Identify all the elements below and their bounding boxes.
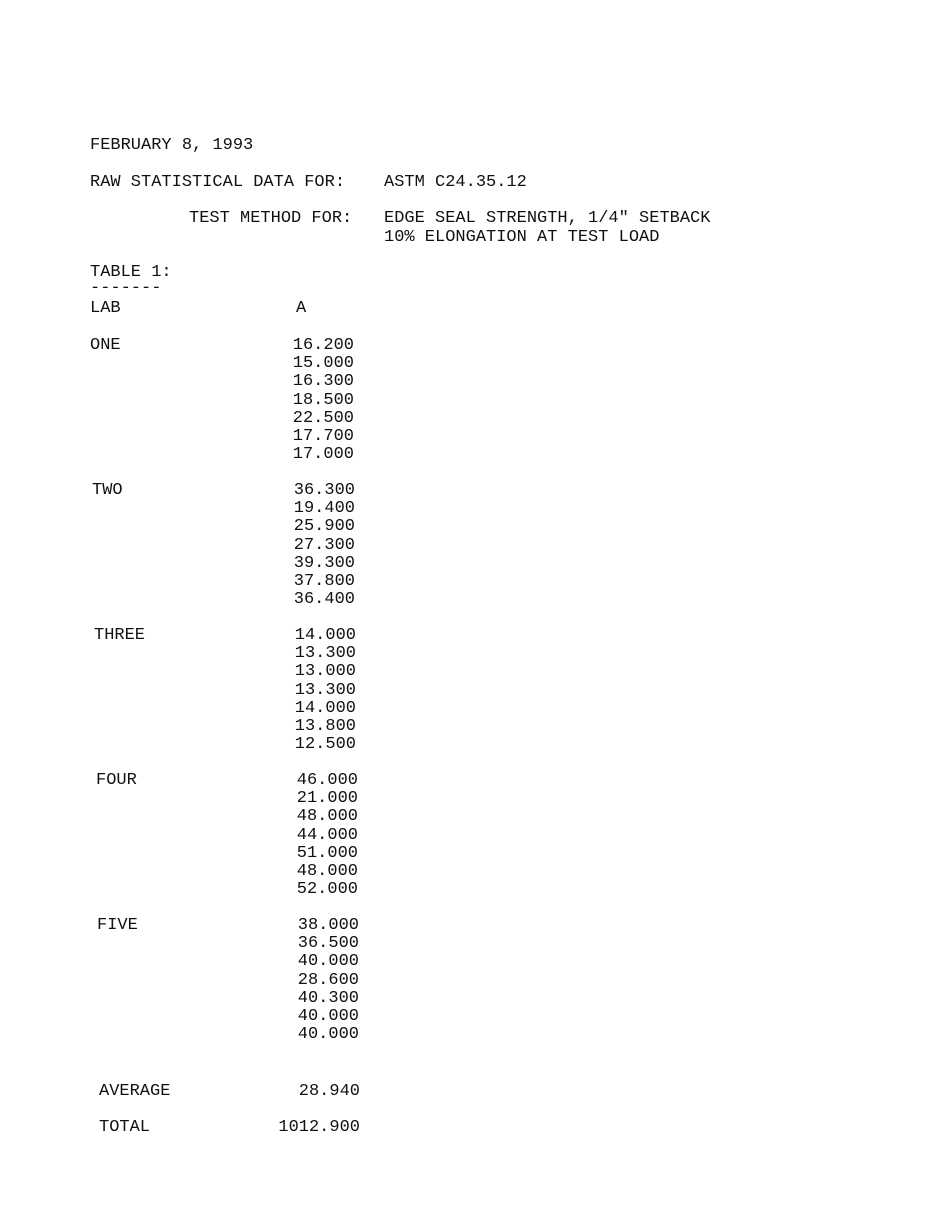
- value-cell: 12.500: [294, 735, 356, 755]
- value-cell: 21.000: [296, 789, 358, 809]
- value-cell: 17.000: [292, 445, 354, 465]
- lab-name-two: TWO: [92, 481, 123, 500]
- total-value-wrap: [270, 1119, 360, 1137]
- lab-values-four: [268, 772, 358, 899]
- value-cell: 18.500: [292, 390, 354, 410]
- value-cell: 19.400: [293, 499, 355, 519]
- value-cell: 14.000: [294, 626, 356, 645]
- column-header-a: A: [296, 299, 307, 318]
- value-cell: 22.500: [292, 408, 354, 428]
- test-method-label: TEST METHOD FOR:: [189, 209, 353, 228]
- value-cell: 28.600: [297, 970, 359, 990]
- average-value: 28.940: [298, 1082, 360, 1101]
- raw-data-value: ASTM C24.35.12: [384, 173, 527, 192]
- value-cell: 48.000: [296, 807, 358, 827]
- average-value-wrap: [270, 1083, 360, 1101]
- value-cell: 36.300: [293, 481, 355, 500]
- value-cell: 44.000: [296, 825, 358, 845]
- value-cell: 16.200: [292, 336, 354, 355]
- value-cell: 40.000: [297, 1025, 359, 1045]
- value-cell: 39.300: [293, 553, 355, 573]
- value-cell: 16.300: [292, 372, 354, 392]
- value-cell: 48.000: [296, 862, 358, 882]
- lab-name-five: FIVE: [97, 916, 138, 935]
- total-label: TOTAL: [99, 1118, 151, 1137]
- value-cell: 40.000: [297, 1007, 359, 1027]
- value-cell: 17.700: [292, 427, 354, 447]
- table-title: TABLE 1:: [90, 263, 172, 282]
- value-cell: 40.300: [297, 988, 359, 1008]
- value-cell: 13.000: [294, 662, 356, 682]
- value-cell: 13.300: [294, 644, 356, 664]
- value-cell: 38.000: [297, 916, 359, 935]
- lab-values-three: [266, 627, 356, 754]
- lab-name-three: THREE: [94, 626, 146, 645]
- value-cell: 36.400: [293, 590, 355, 610]
- column-header-lab: LAB: [90, 299, 121, 318]
- value-cell: 51.000: [296, 843, 358, 863]
- value-cell: 15.000: [292, 354, 354, 374]
- value-cell: 25.900: [293, 517, 355, 537]
- lab-name-four: FOUR: [96, 771, 137, 790]
- value-cell: 40.000: [297, 952, 359, 972]
- table-title-underline: -------: [90, 279, 162, 298]
- total-value: 1012.900: [278, 1118, 360, 1137]
- value-cell: 27.300: [293, 535, 355, 555]
- value-cell: 36.500: [297, 934, 359, 954]
- average-label: AVERAGE: [99, 1082, 171, 1101]
- test-method-line-1: EDGE SEAL STRENGTH, 1/4" SETBACK: [384, 209, 711, 228]
- report-date: FEBRUARY 8, 1993: [90, 136, 254, 155]
- value-cell: 13.300: [294, 680, 356, 700]
- lab-name-one: ONE: [90, 336, 121, 355]
- raw-data-label: RAW STATISTICAL DATA FOR:: [90, 173, 346, 192]
- lab-values-five: [269, 917, 359, 1044]
- test-method-line-2: 10% ELONGATION AT TEST LOAD: [384, 228, 660, 247]
- value-cell: 52.000: [296, 880, 358, 900]
- value-cell: 13.800: [294, 717, 356, 737]
- lab-values-two: [265, 482, 355, 609]
- value-cell: 46.000: [296, 771, 358, 790]
- value-cell: 14.000: [294, 698, 356, 718]
- lab-values-one: [264, 337, 354, 464]
- value-cell: 37.800: [293, 572, 355, 592]
